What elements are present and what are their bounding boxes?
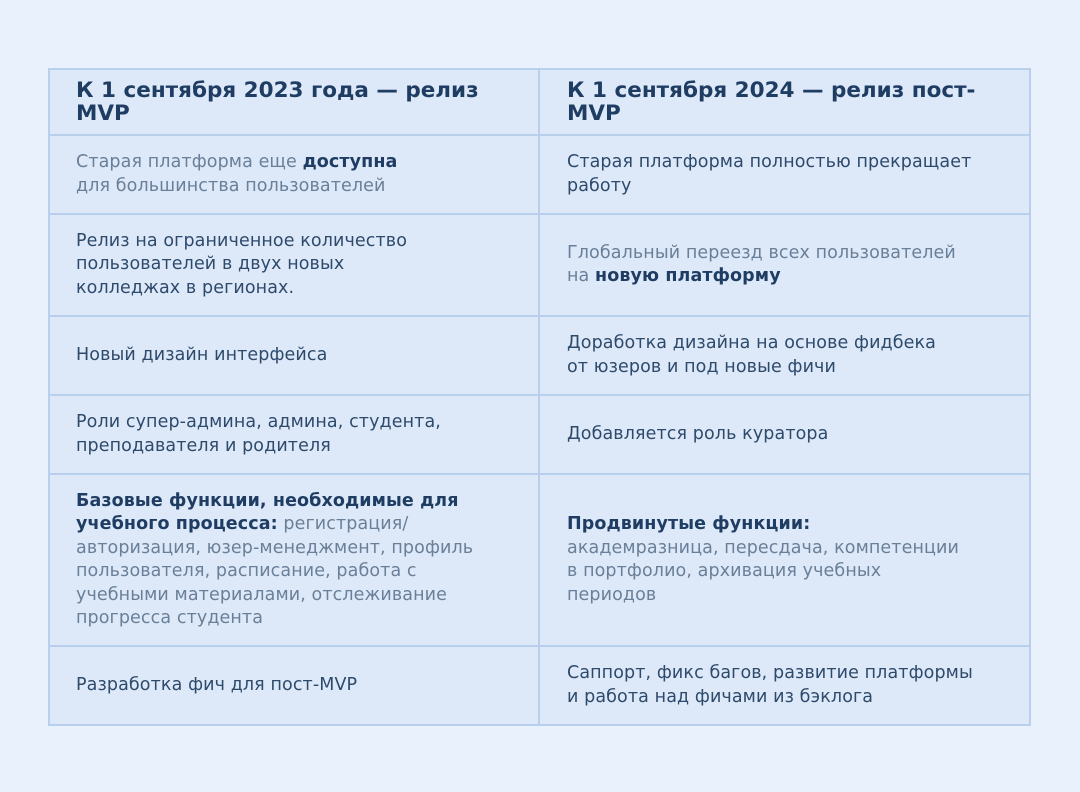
row-3-mvp-text: Новый дизайн интерфейса bbox=[76, 344, 328, 365]
row-1-mvp-bold: доступна bbox=[302, 152, 398, 172]
row-1-mvp-post: для большинства пользователей bbox=[76, 175, 386, 196]
header-mvp-text: К 1 сентября 2023 года — релиз MVP bbox=[76, 77, 479, 126]
comparison-table bbox=[48, 68, 1031, 726]
header-post-mvp bbox=[540, 70, 1031, 136]
row-2-post-mvp-pre: Глобальный переезд всех пользователей на bbox=[567, 242, 956, 286]
row-5-mvp-text bbox=[76, 490, 501, 631]
row-4-mvp-text: Роли супер-админа, админа, студента, преподавателя и родителя bbox=[76, 412, 441, 456]
row-1-post-mvp-cell bbox=[540, 136, 1031, 215]
row-1-mvp-cell bbox=[50, 136, 540, 215]
row-2-post-mvp-text bbox=[567, 242, 967, 289]
row-4-post-mvp-cell bbox=[540, 396, 1031, 475]
row-5-mvp-post: регистрация/ авторизация, юзер-менеджмент, профиль пользователя, расписание, работа с учебными материалами, отслеживание прогресса студента bbox=[76, 514, 474, 628]
row-1-mvp-text bbox=[76, 151, 397, 198]
row-6-post-mvp-text: Саппорт, фикс багов, развитие платформы и работа над фичами из бэклога bbox=[567, 663, 973, 707]
row-5-post-mvp-cell bbox=[540, 475, 1031, 647]
row-5-mvp-bold: Базовые функции, необходимые для учебного процесса: bbox=[76, 490, 459, 534]
row-5-post-mvp-text bbox=[567, 513, 967, 607]
row-2-mvp-cell bbox=[50, 215, 540, 317]
row-6-mvp-text: Разработка фич для пост-MVP bbox=[76, 674, 358, 695]
row-2-post-mvp-cell bbox=[540, 215, 1031, 317]
row-6-post-mvp-cell bbox=[540, 647, 1031, 724]
row-3-mvp-cell bbox=[50, 317, 540, 396]
row-1-mvp-pre: Старая платформа еще bbox=[76, 152, 303, 172]
row-6-mvp-cell bbox=[50, 647, 540, 724]
row-3-post-mvp-text: Доработка дизайна на основе фидбека от юзеров и под новые фичи bbox=[567, 333, 937, 377]
row-3-post-mvp-cell bbox=[540, 317, 1031, 396]
row-2-post-mvp-bold: новую платформу bbox=[595, 266, 781, 286]
row-5-post-mvp-bold: Продвинутые функции: bbox=[567, 514, 811, 534]
header-post-mvp-text: К 1 сентября 2024 — релиз пост-MVP bbox=[567, 77, 976, 126]
row-1-post-mvp-text: Старая платформа полностью прекращает работу bbox=[567, 152, 972, 196]
row-4-post-mvp-text: Добавляется роль куратора bbox=[567, 423, 829, 444]
header-mvp bbox=[50, 70, 540, 136]
row-4-mvp-cell bbox=[50, 396, 540, 475]
row-5-mvp-cell bbox=[50, 475, 540, 647]
row-2-mvp-text: Релиз на ограниченное количество пользователей в двух новых колледжах в регионах. bbox=[76, 230, 408, 298]
row-5-post-mvp-post: академразница, пересдача, компетенции в портфолио, архивация учебных периодов bbox=[567, 537, 959, 605]
